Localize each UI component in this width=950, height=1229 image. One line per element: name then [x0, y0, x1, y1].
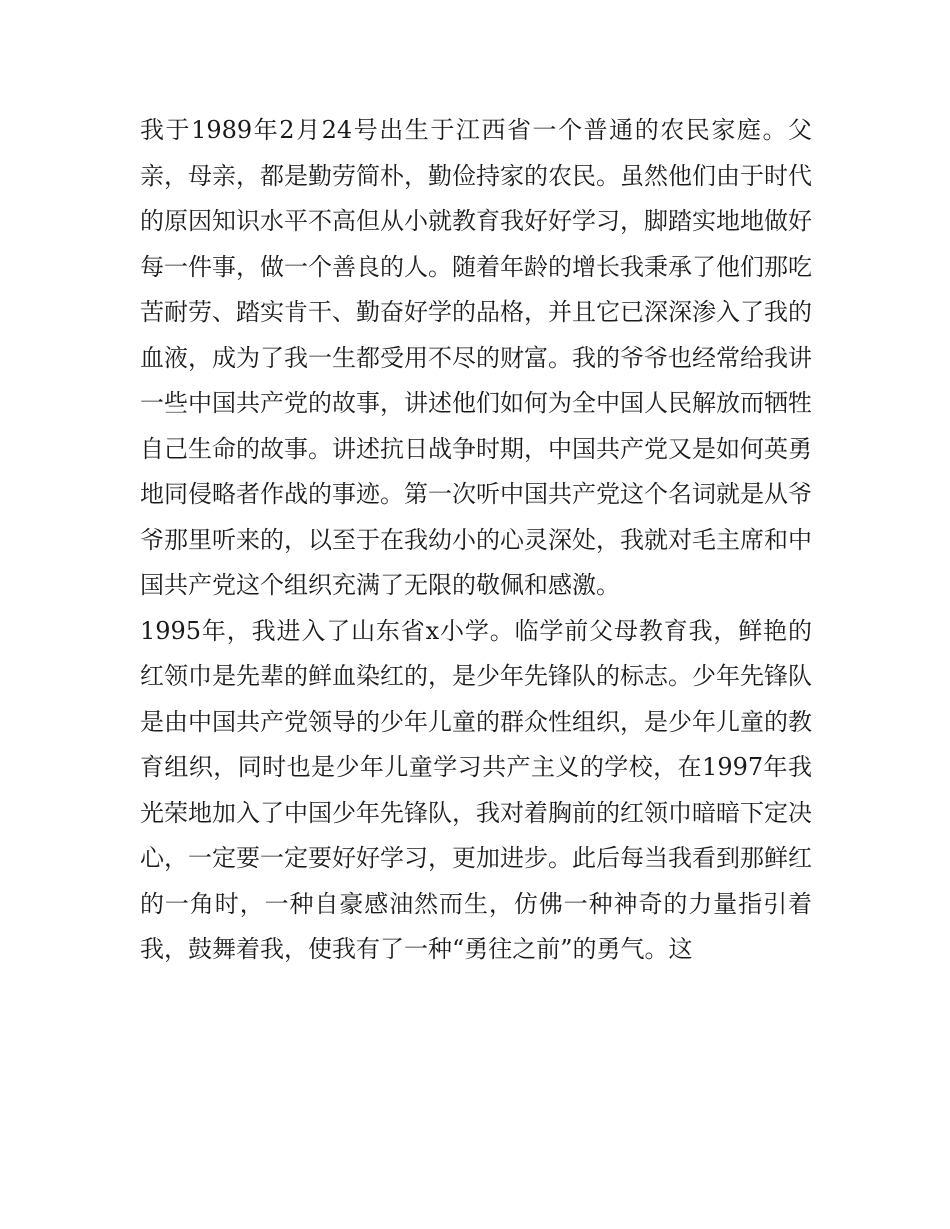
paragraph-family-background: 我于1989年2月24号出生于江西省一个普通的农民家庭。父亲，母亲，都是勤劳简朴，勤俭持家的农民。虽然他们由于时代的原因知识水平不高但从小就教育我好好学习，脚踏实地地做好每一件事，做一个善良的人。随着年龄的增长我秉承了他们那吃苦耐劳、踏实肯干、勤奋好学的品格，并且它已深深渗入了我的血液，成为了我一生都受用不尽的财富。我的爷爷也经常给我讲一些中国共产党的故事，讲述他们如何为全中国人民解放而牺牲自己生命的故事。讲述抗日战争时期，中国共产党又是如何英勇地同侵略者作战的事迹。第一次听中国共产党这个名词就是从爷爷那里听来的，以至于在我幼小的心灵深处，我就对毛主席和中国共产党这个组织充满了无限的敬佩和感激。: [140, 116, 812, 599]
document-page: [140, 108, 812, 973]
paragraph-primary-school: 1995年，我进入了山东省x小学。临学前父母教育我，鲜艳的红领巾是先辈的鲜血染红的，是少年先锋队的标志。少年先锋队是由中国共产党领导的少年儿童的群众性组织，是少年儿童的教育组织，同时也是少年儿童学习共产主义的学校，在1997年我光荣地加入了中国少年先锋队，我对着胸前的红领巾暗暗下定决心，一定要一定要好好学习，更加进步。此后每当我看到那鲜红的一角时，一种自豪感油然而生，仿佛一种神奇的力量指引着我，鼓舞着我，使我有了一种“勇往之前”的勇气。这: [140, 616, 812, 963]
